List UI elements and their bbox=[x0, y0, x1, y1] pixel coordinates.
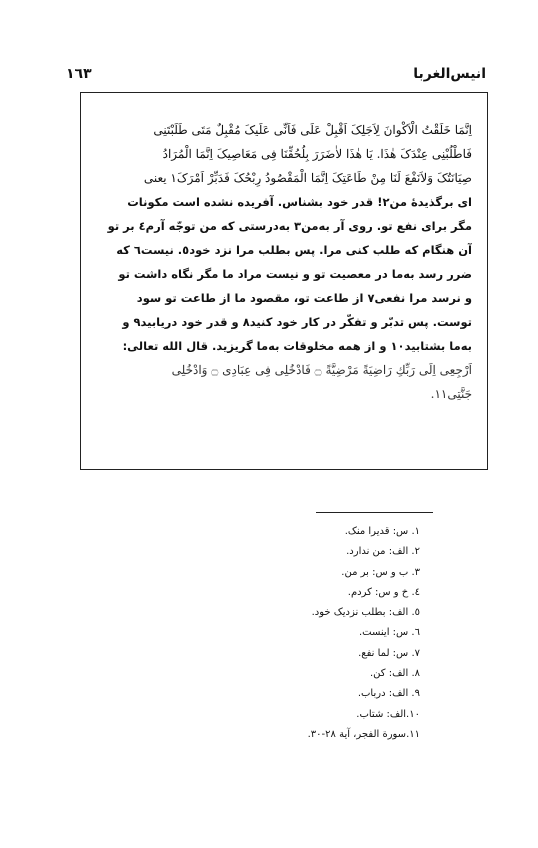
quran-verse-line: جَنَّتِى١١. bbox=[430, 387, 472, 401]
body-line: توست. پس تدبّر و تفکّر در کار خود کنید٨ و قدر خود دریابید٩ و bbox=[122, 315, 472, 329]
footnote: ٤. خ و س: کردم. bbox=[347, 586, 420, 598]
body-line: آن هنگام که طلب کنی مرا. پس بطلب مرا نزد خود٥. نیست٦ که bbox=[116, 243, 472, 257]
body-line: مگر برای نفع تو. روی آر به‌من٣ به‌درستی که من توجّه آرم٤ بر تو bbox=[107, 219, 472, 233]
footnote: ٩. الف: درباب. bbox=[357, 688, 420, 700]
body-line: فَاطْلُبْنِی عِنْدَکَ هٰذَا. یَا هٰذَا لاٰضَرَرَ بِلُحُقِّنَا فِی مَعَاصِیکَ اِنَّمَا الْمُرَادُ bbox=[162, 147, 472, 161]
footnote: ٨. الف: کن. bbox=[369, 668, 420, 680]
body-text bbox=[94, 118, 472, 406]
footnotes bbox=[200, 522, 420, 745]
body-line: اِنَّمَا خَلَقْتُ الْاَکْوانَ لِاَجَلِکَ اَقْبِلْ عَلَى فَاَنِّی عَلَیکَ مُقْبِلٌ مَتَى طَلَبْتَنِی bbox=[153, 123, 472, 137]
footnote: ٦. س: اینست. bbox=[359, 627, 420, 639]
body-line: و نرسد مرا نفعی٧ از طاعت تو، مقصود ما از طاعت تو سود bbox=[136, 291, 472, 305]
body-line: ضرر رسد به‌ما در معصیت تو و نیست مراد ما مگر نگاه داشت تو bbox=[118, 267, 472, 281]
page-number: ١٦٣ bbox=[66, 66, 92, 82]
footnote: ١. س: قدیرا منک. bbox=[344, 526, 420, 537]
page-header bbox=[66, 64, 486, 84]
footnote: ٢. الف: من ندارد. bbox=[346, 546, 420, 558]
running-title: انیس‌الغربا bbox=[413, 66, 486, 82]
body-line: به‌ما بشتابید١٠ و از همه مخلوقات به‌ما گریزید. قال الله تعالی: bbox=[122, 339, 472, 353]
footnote: ١٠.الف: شتاب. bbox=[356, 708, 420, 720]
footnote: ٧. س: لما نفع. bbox=[358, 647, 420, 659]
body-line: ای برگذیدهٔ من٢! قدر خود بشناس. آفریده نشده است مکونات bbox=[127, 195, 472, 209]
footnote: ٥. الف: بطلب نزدیک خود. bbox=[311, 607, 420, 619]
footnote: ٣. ب و س: بر من. bbox=[341, 566, 420, 578]
footnote: ١١.سورة الفجر، آیة ٢٨-٣٠. bbox=[307, 728, 420, 740]
quran-verse-line: اَرْجِعِى اِلَى رَبِّكِ رَاضِيَةً مَرْضِيَّةً ۝ فَادْخُلِى فِى عِبَادِى ۝ وَادْخُلِى bbox=[171, 363, 472, 377]
footnote-separator bbox=[316, 512, 433, 513]
body-line: صِیَانَتُکَ وَلاَنَفْعَ لَنَا مِنْ طَاعَتِکَ اِنَّمَا الْمَقْصُودُ رِبْحُکَ فَدَبِّرْ اَمْرَکَ١ یعنی bbox=[143, 171, 472, 185]
